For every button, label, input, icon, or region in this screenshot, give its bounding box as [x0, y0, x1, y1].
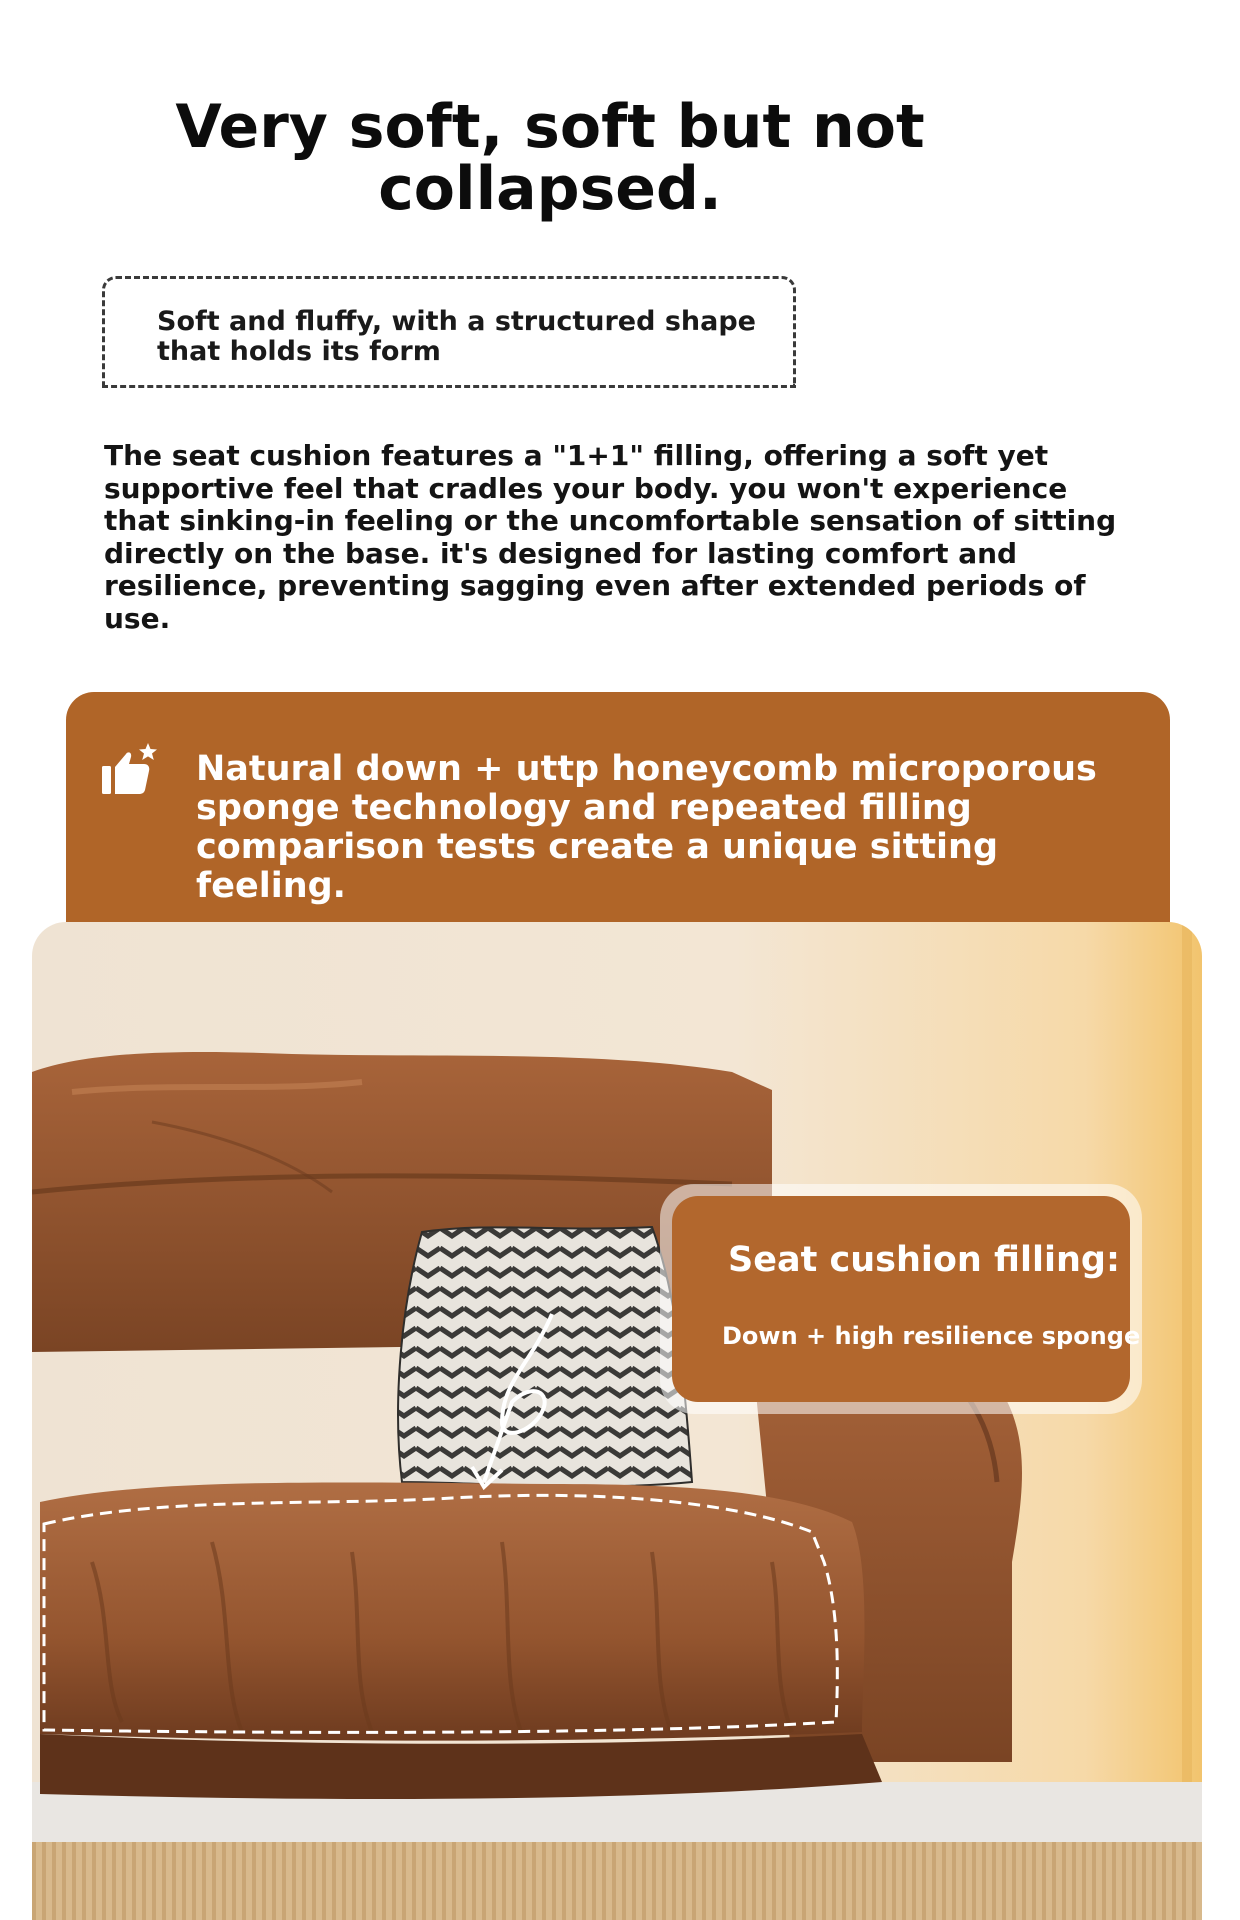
- callout-title: Seat cushion filling:: [728, 1240, 1120, 1280]
- banner-text: Natural down + uttp honeycomb microporous sponge technology and repeated filling comparison tests create a unique sitting feeling.: [196, 749, 1097, 906]
- description-paragraph: The seat cushion features a "1+1" filling, offering a soft yet supportive feel that cradles your body. you won't experience that sinking-in feeling or the uncomfortable sensation of sitting directly on the base. it's designed for lasting comfort and resilience, preventing sagging even after extended periods of use.: [104, 439, 1117, 635]
- seat-cushion-callout: [672, 1196, 1141, 1402]
- feature-text: Soft and fluffy, with a structured shape that holds its form: [157, 306, 756, 367]
- thumbs-up-star-icon: [100, 740, 160, 800]
- callout-value: Down + high resilience sponge: [722, 1322, 1141, 1350]
- feature-dashed-box: [102, 276, 796, 388]
- sofa-illustration: [32, 922, 1202, 1920]
- headline: Very soft, soft but not collapsed.: [175, 92, 925, 224]
- sofa-photo: [32, 922, 1202, 1920]
